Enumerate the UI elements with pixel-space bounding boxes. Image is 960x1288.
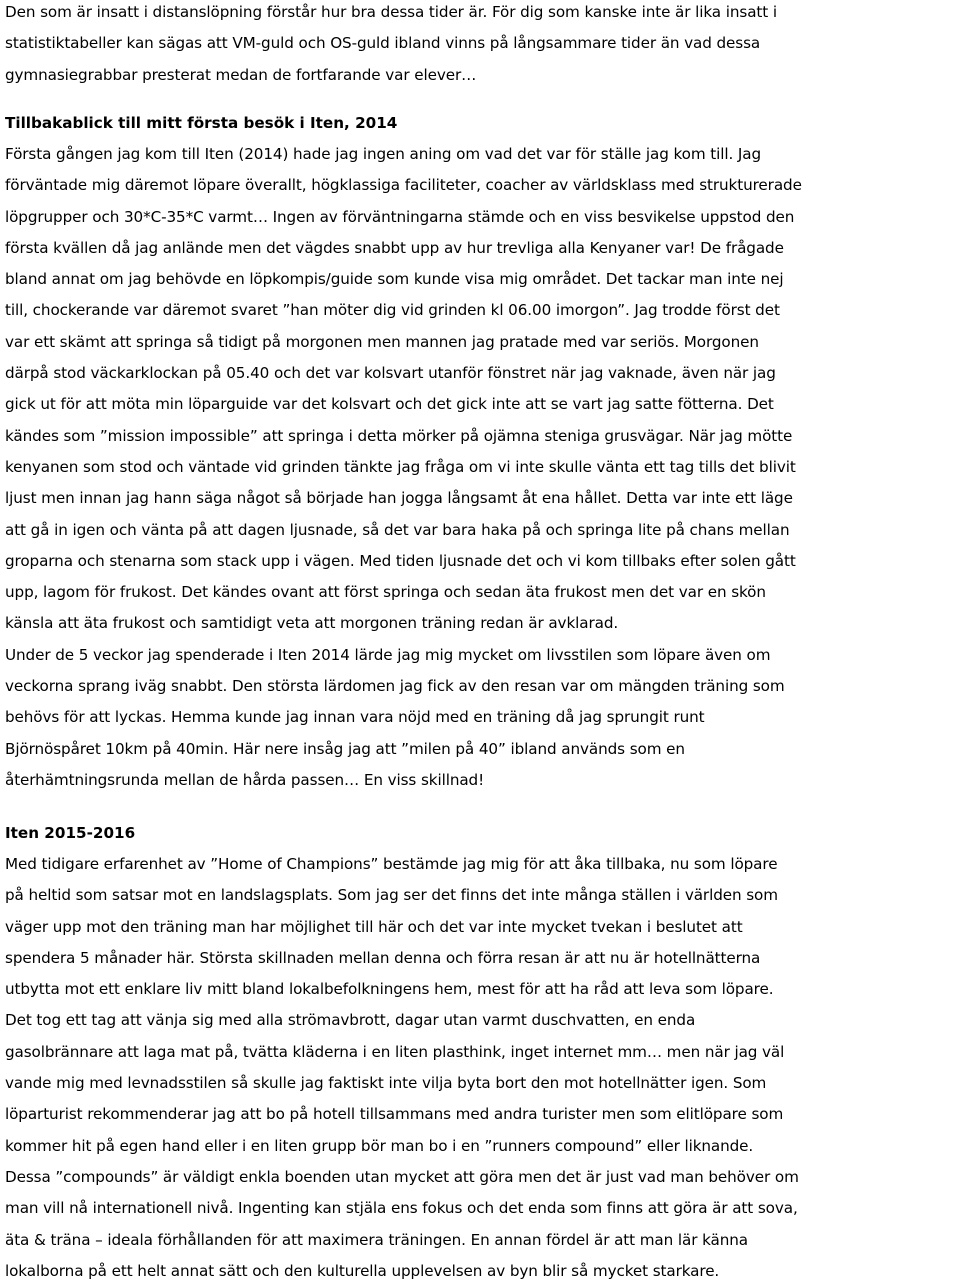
- text-line: bland annat om jag behövde en löpkompis/guide som kunde visa mig området. Det tackar man inte nej: [5, 270, 784, 289]
- text-line: lokalborna på ett helt annat sätt och den kulturella upplevelsen av byn blir så mycket starkare.: [5, 1261, 720, 1280]
- text-line: utbytta mot ett enklare liv mitt bland lokalbefolkningens hem, mest för att ha råd att leva som löpare.: [5, 980, 774, 999]
- text-line: behövs för att lyckas. Hemma kunde jag innan vara nöjd med en träning då jag sprungit runt: [5, 708, 705, 727]
- text-line: Det tog ett tag att vänja sig med alla strömavbrott, dagar utan varmt duschvatten, en enda: [5, 1011, 696, 1030]
- text-line: upp, lagom för frukost. Det kändes ovant att först springa och sedan äta frukost men det var en skön: [5, 583, 766, 602]
- text-line: Björnöspåret 10km på 40min. Här nere insåg jag att ”milen på 40” ibland används som en: [5, 739, 685, 758]
- text-line: kenyanen som stod och väntade vid grinden tänkte jag fråga om vi inte skulle vänta ett tag tills det blivit: [5, 457, 796, 476]
- text-line: att gå in igen och vänta på att dagen ljusnade, så det var bara haka på och springa lite på chans mellan: [5, 520, 790, 539]
- text-line: väger upp mot den träning man har möjlighet till här och det var inte mycket tvekan i beslutet att: [5, 917, 743, 936]
- text-line: kändes som ”mission impossible” att springa i detta mörker på ojämna steniga grusvägar. När jag mötte: [5, 426, 793, 445]
- text-line: kommer hit på egen hand eller i en liten grupp bör man bo i en ”runners compound” eller liknande.: [5, 1136, 754, 1155]
- text-line: på heltid som satsar mot en landslagsplats. Som jag ser det finns det inte många ställen i världen som: [5, 886, 778, 905]
- text-line: gasolbrännare att laga mat på, tvätta kläderna i en liten plasthink, inget internet mm… men när jag väl: [5, 1042, 785, 1061]
- text-line: Den som är insatt i distanslöpning förstår hur bra dessa tider är. För dig som kanske inte är lika insatt i: [5, 3, 777, 21]
- text-line: Med tidigare erfarenhet av ”Home of Champions” bestämde jag mig för att åka tillbaka, nu som löpare: [5, 855, 778, 873]
- text-line: gymnasiegrabbar presterat medan de fortfarande var elever…: [5, 65, 477, 84]
- text-line: groparna och stenarna som stack upp i vägen. Med tiden ljusnade det och vi kom tillbaks efter solen gått: [5, 551, 796, 570]
- text-line: gick ut för att möta min löparguide var det kolsvart och det gick inte att se vart jag satte fötterna. Det: [5, 395, 774, 414]
- text-line: löparturist rekommenderar jag att bo på hotell tillsammans med andra turister men som elitlöpare som: [5, 1105, 784, 1124]
- section-body-iten-2014: [5, 139, 802, 796]
- text-line: första kvällen då jag anlände men det vägdes snabbt upp av hur trevliga alla Kenyaner var! De frågade: [5, 238, 784, 257]
- text-line: Under de 5 veckor jag spenderade i Iten 2014 lärde jag mig mycket om livsstilen som löpare även om: [5, 645, 771, 664]
- text-line: ljust men innan jag hann säga något så började han jogga långsamt åt ena hållet. Detta var inte ett läge: [5, 489, 793, 508]
- text-line: spendera 5 månader här. Största skillnaden mellan denna och förra resan är att nu är hotellnätterna: [5, 948, 761, 967]
- text-line: känsla att äta frukost och samtidigt veta att morgonen träning redan är avklarad.: [5, 614, 619, 633]
- text-line: statistiktabeller kan sägas att VM-guld och OS-guld ibland vinns på långsammare tider än vad dessa: [5, 34, 761, 53]
- text-line: man vill nå internationell nivå. Ingenting kan stjäla ens fokus och det enda som finns att göra är att sova,: [5, 1199, 798, 1218]
- text-line: förväntade mig däremot löpare överallt, högklassiga faciliteter, coacher av världsklass med strukturerade: [5, 176, 802, 195]
- text-line: äta & träna – ideala förhållanden för att maximera träningen. En annan fördel är att man lär känna: [5, 1230, 748, 1249]
- section-body-iten-2015-2016: [5, 849, 799, 1287]
- section-heading-iten-2015-2016: Iten 2015-2016: [5, 824, 136, 842]
- text-line: till, chockerande var däremot svaret ”han möter dig vid grinden kl 06.00 imorgon”. Jag trodde först det: [5, 301, 780, 320]
- text-line: Dessa ”compounds” är väldigt enkla boenden utan mycket att göra men det är just vad man behöver om: [5, 1167, 799, 1186]
- text-line: Första gången jag kom till Iten (2014) hade jag ingen aning om vad det var för ställe jag kom till. Jag: [5, 145, 762, 163]
- text-line: veckorna sprang iväg snabbt. Den största lärdomen jag fick av den resan var om mängden träning som: [5, 677, 785, 696]
- text-line: därpå stod väckarklockan på 05.40 och det var kolsvart utanför fönstret när jag vaknade, även när jag: [5, 364, 776, 383]
- text-line: vande mig med levnadsstilen så skulle jag faktiskt inte vilja byta bort den mot hotellnätter igen. Som: [5, 1074, 767, 1093]
- text-line: var ett skämt att springa så tidigt på morgonen men mannen jag pratade med var seriös. Morgonen: [5, 332, 759, 351]
- text-line: löpgrupper och 30*C-35*C varmt… Ingen av förväntningarna stämde och en viss besvikelse uppstod den: [5, 207, 795, 226]
- text-line: återhämtningsrunda mellan de hårda passen… En viss skillnad!: [5, 770, 485, 789]
- intro-paragraph: [5, 0, 777, 91]
- section-heading-iten-2014: Tillbakablick till mitt första besök i Iten, 2014: [5, 114, 398, 132]
